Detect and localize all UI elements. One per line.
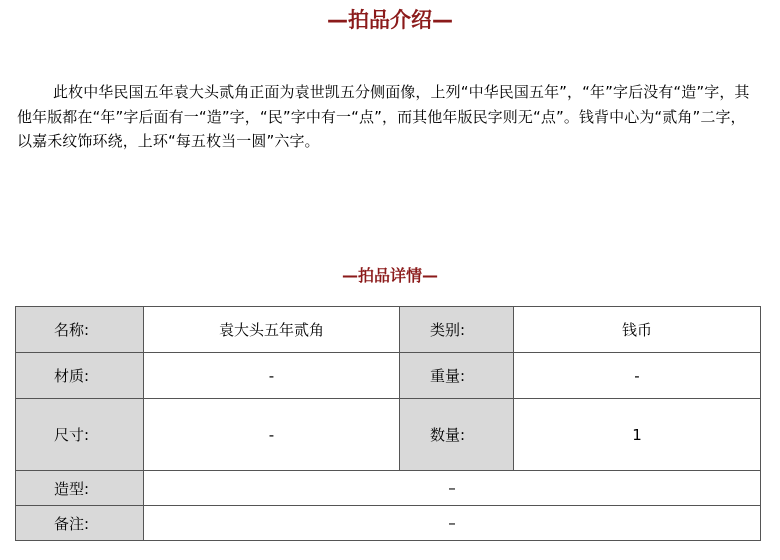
name-label: 名称:	[16, 307, 144, 353]
quantity-value: 1	[514, 399, 761, 471]
material-label: 材质:	[16, 353, 144, 399]
details-table	[15, 306, 761, 541]
intro-section-title: —拍品介绍—	[327, 8, 453, 32]
details-section-title: —拍品详情—	[341, 266, 438, 285]
name-value: 袁大头五年贰角	[144, 307, 400, 353]
intro-description: 此枚中华民国五年袁大头贰角正面为袁世凯五分侧面像，上列“中华民国五年”，“年”字后没有“造”字，其他年版都在“年”字后面有一“造”字，“民”字中有一“点”，而其他年版民字则无“点”。钱背中心为“贰角”二字，以嘉禾纹饰环绕，上环“每五枚当一圆”六字。	[17, 83, 750, 150]
weight-label: 重量:	[400, 353, 514, 399]
size-label: 尺寸:	[16, 399, 144, 471]
material-value: -	[144, 353, 400, 399]
table-row	[16, 506, 761, 541]
table-row	[16, 399, 761, 471]
notes-value: –	[144, 506, 761, 541]
shape-value: –	[144, 471, 761, 506]
shape-label: 造型:	[16, 471, 144, 506]
table-row	[16, 307, 761, 353]
weight-value: -	[514, 353, 761, 399]
category-label: 类别:	[400, 307, 514, 353]
category-value: 钱币	[514, 307, 761, 353]
table-row	[16, 471, 761, 506]
size-value: -	[144, 399, 400, 471]
quantity-label: 数量:	[400, 399, 514, 471]
table-row	[16, 353, 761, 399]
notes-label: 备注:	[16, 506, 144, 541]
